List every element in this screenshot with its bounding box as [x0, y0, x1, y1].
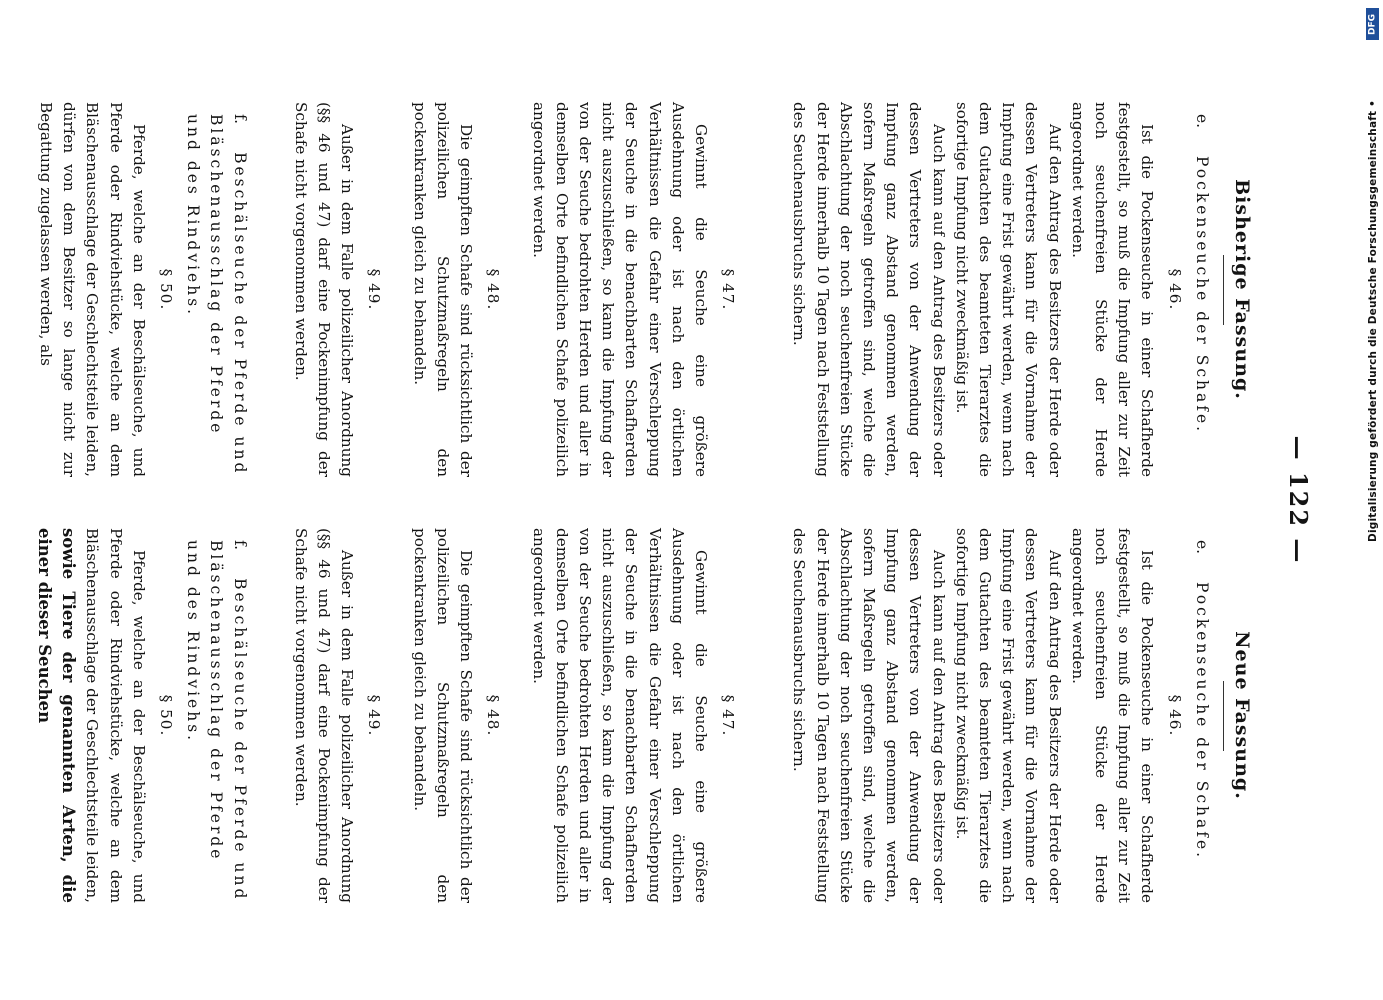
paragraph-number-50: § 50.	[157, 694, 176, 737]
paragraph-text: Auf den Antrag des Besitzers der Herde oder dessen Vertreters kann für die Vornahme der Impfung eine Frist gewährt werden, wenn nach dem Gutachten des beamteten Tierarztes die sofortige Impfung nicht zweckmäßig ist.	[952, 102, 1064, 477]
paragraph-text: Außer in dem Falle polizeilicher Anordnung (§§ 46 und 47) darf eine Pockenimpfung der Schafe nicht vorgenommen werden.	[291, 528, 357, 903]
paragraph-text	[32, 528, 150, 903]
paragraph-number-48: § 48.	[484, 694, 503, 737]
paragraph-text: Außer in dem Falle polizeilicher Anordnung (§§ 46 und 47) darf eine Pockenimpfung der Schafe nicht vorgenommen werden.	[291, 102, 357, 477]
section-letter: e.	[1192, 114, 1211, 129]
paragraph-number-46: § 46.	[1165, 268, 1184, 311]
paragraph-text-plain: Pferde, welche an der Beschälseuche, und Pferde oder Rindviehstücke, welche an dem Bläschenausschlage der Geschlechtsteile leiden,	[83, 528, 148, 903]
column-old-version	[34, 102, 1253, 477]
section-title-text: Pockenseuche der Schafe.	[1192, 156, 1211, 435]
section-letter: e.	[1192, 540, 1211, 555]
section-title-e	[1190, 114, 1213, 477]
paragraph-text: Die geimpften Schafe sind rücksichtlich der polizeilichen Schutzmaßregeln den pockenkranken gleich zu behandeln.	[410, 528, 476, 903]
paragraph-text: Gewinnt die Seuche eine größere Ausdehnung oder ist nach den örtlichen Verhältnissen die Gefahr einer Verschleppung der Seuche in die benachbarten Schafherden nicht auszuschließen, so kann die Impfung der von der Seuche bedrohten Herden und aller in demselben Orte befindlichen Schafe polizeilich angeordnet werden.	[529, 102, 710, 477]
page-header	[1273, 0, 1313, 1000]
section-title-e	[1190, 540, 1213, 903]
page-number: — 122 —	[1284, 435, 1313, 565]
paragraph-number-49: § 49.	[365, 268, 384, 311]
dfg-logo: DFG	[1366, 8, 1379, 40]
paragraph-number-50: § 50.	[157, 268, 176, 311]
paragraph-text: Pferde, welche an der Beschälseuche, und Pferde oder Rindviehstücke, welche an dem Bläschenausschlage der Geschlechtsteile leiden, dürfen von dem Besitzer so lange nicht zur Begattung zugelassen werden, als	[37, 102, 148, 477]
amended-text-bold: sowie Tiere der genannten Arten, die einer dieser Seuchen	[35, 528, 79, 903]
column-heading: Bisherige Fassung.	[1231, 179, 1253, 400]
section-title-text: Pockenseuche der Schafe.	[1192, 582, 1211, 861]
paragraph-text: Die geimpften Schafe sind rücksichtlich der polizeilichen Schutzmaßregeln den pockenkranken gleich zu behandeln.	[410, 102, 476, 477]
section-letter: f.	[230, 114, 249, 125]
column-new-version	[32, 528, 1253, 903]
paragraph-text: Gewinnt die Seuche eine größere Ausdehnung oder ist nach den örtlichen Verhältnissen die Gefahr einer Verschleppung der Seuche in die benachbarten Schafherden nicht auszuschließen, so kann die Impfung der von der Seuche bedrohten Herden und aller in demselben Orte befindlichen Schafe polizeilich angeordnet werden.	[529, 528, 710, 903]
paragraph-text: Ist die Pockenseuche in einer Schafherde festgestellt, so muß die Impfung aller zur Zeit noch seuchenfreien Stücke der Herde angeordnet werden.	[1068, 528, 1157, 903]
section-title-text: Beschälseuche der Pferde und Bläschenausschlag der Pferde und des Rindviehs.	[184, 114, 249, 476]
heading-divider	[1223, 255, 1224, 325]
paragraph-number-47: § 47.	[719, 694, 738, 737]
section-title-f	[181, 540, 251, 903]
paragraph-text: Auch kann auf den Antrag des Besitzers oder dessen Vertreters von der Anwendung der Impfung ganz Abstand genommen werden, sofern Maßregeln getroffen sind, welche die Abschlachtung der noch seuchenfreien Stücke der Herde innerhalb 10 Tagen nach Feststellung des Seuchenausbruchs sichern.	[790, 102, 948, 477]
heading-divider	[1223, 681, 1224, 751]
section-letter: f.	[230, 540, 249, 551]
column-heading: Neue Fassung.	[1231, 631, 1253, 800]
digitization-note: Digitalisierung gefördert durch die Deutsche Forschungsgemeinschaft •	[1367, 100, 1379, 542]
section-title-text: Beschälseuche der Pferde und Bläschenausschlag der Pferde und des Rindviehs.	[184, 540, 249, 902]
paragraph-number-49: § 49.	[365, 694, 384, 737]
paragraph-text: Ist die Pockenseuche in einer Schafherde festgestellt, so muß die Impfung aller zur Zeit noch seuchenfreien Stücke der Herde angeordnet werden.	[1068, 102, 1157, 477]
paragraph-number-47: § 47.	[719, 268, 738, 311]
paragraph-text: Auch kann auf den Antrag des Besitzers oder dessen Vertreters von der Anwendung der Impfung ganz Abstand genommen werden, sofern Maßregeln getroffen sind, welche die Abschlachtung der noch seuchenfreien Stücke der Herde innerhalb 10 Tagen nach Feststellung des Seuchenausbruchs sichern.	[790, 528, 948, 903]
section-title-f	[181, 114, 251, 477]
paragraph-text: Auf den Antrag des Besitzers der Herde oder dessen Vertreters kann für die Vornahme der Impfung eine Frist gewährt werden, wenn nach dem Gutachten des beamteten Tierarztes die sofortige Impfung nicht zweckmäßig ist.	[952, 528, 1064, 903]
paragraph-number-48: § 48.	[484, 268, 503, 311]
paragraph-number-46: § 46.	[1165, 694, 1184, 737]
